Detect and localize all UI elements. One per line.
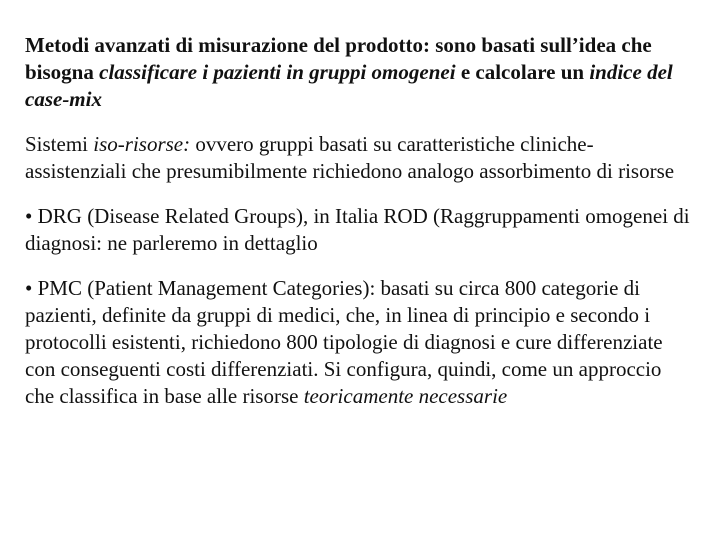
- intro-text-2: e calcolare un: [455, 60, 590, 84]
- intro-paragraph: [25, 32, 693, 113]
- intro-text-1: Metodi avanzati di misurazione del prodotto: sono basati sull’idea che bisogna: [25, 33, 652, 84]
- iso-text-1: Sistemi: [25, 132, 94, 156]
- pmc-text-1: • PMC (Patient Management Categories): basati su circa 800 categorie di pazienti, definite da gruppi di medici, che, in linea di principio e secondo i protocolli esistenti, richiedono 800 tipologie di diagnosi e cure differenziate con conseguenti costi differenziati. Si configura, quindi, come un approccio che classifica in base alle risorse: [25, 276, 663, 408]
- iso-italic-1: iso-risorse:: [93, 132, 191, 156]
- iso-risorse-paragraph: [25, 131, 693, 185]
- slide-content: [25, 32, 693, 410]
- intro-italic-1: classificare i pazienti in gruppi omogenei: [99, 60, 456, 84]
- iso-text-2: ovvero gruppi basati su caratteristiche cliniche-assistenziali che presumibilmente richiedono analogo assorbimento di risorse: [25, 132, 675, 183]
- pmc-bullet: [25, 275, 693, 410]
- intro-italic-2: indice del case-mix: [25, 60, 673, 111]
- drg-bullet: [25, 203, 693, 257]
- drg-text: • DRG (Disease Related Groups), in Italia ROD (Raggruppamenti omogenei di diagnosi: ne parleremo in dettaglio: [25, 204, 690, 255]
- pmc-italic-1: teoricamente necessarie: [303, 384, 508, 408]
